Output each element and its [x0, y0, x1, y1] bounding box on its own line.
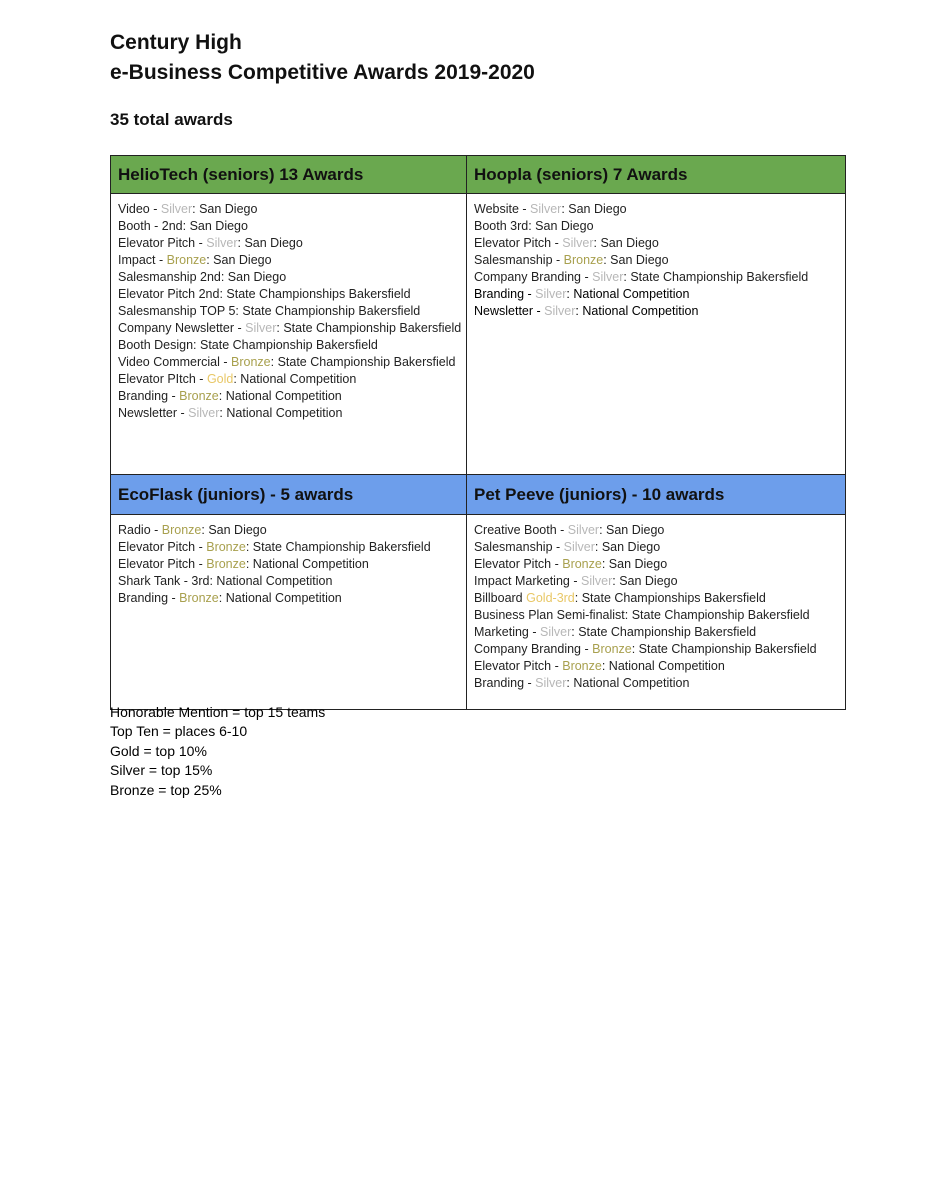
- award-item: [474, 624, 838, 641]
- seniors-header-row: [111, 156, 846, 194]
- medal-label: Bronze: [231, 355, 271, 369]
- award-item: [474, 201, 838, 218]
- medal-label: Bronze: [161, 523, 202, 537]
- team-header-ecoflask: EcoFlask (juniors) - 5 awards: [111, 475, 467, 515]
- award-name: Elevator Pitch -: [118, 557, 207, 571]
- medal-label: Silver: [206, 236, 238, 250]
- award-item: [118, 405, 459, 422]
- award-item: [118, 371, 459, 388]
- award-event: : National Competition: [601, 659, 725, 673]
- award-item: [474, 235, 838, 252]
- award-item: [118, 303, 459, 320]
- award-list-pet-peeve: [467, 515, 846, 710]
- award-name: Creative Booth -: [474, 523, 568, 537]
- award-item: [118, 573, 459, 590]
- award-item: [474, 641, 838, 658]
- award-item: [474, 590, 838, 607]
- medal-legend: [110, 703, 325, 800]
- award-name: Branding -: [118, 389, 180, 403]
- medal-label: Gold: [206, 372, 234, 386]
- award-item: [118, 201, 459, 218]
- medal-label: Bronze: [562, 659, 602, 673]
- award-item: [118, 590, 459, 607]
- award-name: Business Plan Semi-finalist: State Championship Bakersfield: [474, 608, 810, 622]
- medal-label: Silver: [535, 676, 567, 690]
- legend-item: Top Ten = places 6-10: [110, 723, 248, 740]
- award-item: [118, 269, 459, 286]
- award-item: [118, 286, 459, 303]
- award-event: : National Competition: [575, 304, 699, 318]
- seniors-awards-row: [111, 194, 846, 475]
- award-name: Company Newsletter -: [118, 321, 246, 335]
- award-name: Elevator Pitch -: [118, 236, 207, 250]
- award-name: Branding -: [118, 591, 180, 605]
- award-event: : State Championships Bakersfield: [574, 591, 766, 605]
- award-event: : National Competition: [218, 389, 342, 403]
- medal-label: Bronze: [166, 253, 207, 267]
- medal-label: Silver: [562, 236, 594, 250]
- award-item: [474, 252, 838, 269]
- award-name: Radio -: [118, 523, 162, 537]
- award-event: : San Diego: [594, 540, 661, 554]
- award-name: Newsletter -: [118, 406, 189, 420]
- award-item: [118, 252, 459, 269]
- medal-label: Gold-3rd: [526, 591, 575, 605]
- award-event: : San Diego: [192, 202, 258, 216]
- title-school: Century High: [110, 31, 242, 54]
- award-item: [474, 218, 838, 235]
- award-item: [474, 675, 838, 692]
- award-name: Elevator Pitch -: [474, 557, 563, 571]
- award-item: [474, 658, 838, 675]
- award-name: Impact Marketing -: [474, 574, 581, 588]
- award-item: [118, 235, 459, 252]
- award-event: : National Competition: [233, 372, 357, 386]
- juniors-header-row: [111, 475, 846, 515]
- award-event: : San Diego: [601, 557, 668, 571]
- award-event: : San Diego: [561, 202, 627, 216]
- medal-label: Silver: [540, 625, 572, 639]
- award-event: : National Competition: [566, 287, 690, 301]
- award-event: : State Championship Bakersfield: [270, 355, 456, 369]
- medal-label: Silver: [535, 287, 567, 301]
- medal-label: Bronze: [206, 557, 246, 571]
- medal-label: Bronze: [179, 591, 219, 605]
- award-item: [474, 573, 838, 590]
- medal-label: Silver: [188, 406, 220, 420]
- medal-label: Silver: [245, 321, 277, 335]
- medal-label: Bronze: [563, 253, 604, 267]
- award-item: [474, 286, 838, 303]
- award-event: : National Competition: [219, 406, 343, 420]
- award-name: Booth Design: State Championship Bakersfield: [118, 338, 378, 352]
- award-event: : State Championship Bakersfield: [623, 270, 809, 284]
- award-name: Company Branding -: [474, 270, 593, 284]
- award-event: : National Competition: [245, 557, 369, 571]
- team-header-hoopla: Hoopla (seniors) 7 Awards: [467, 156, 846, 194]
- award-list-ecoflask: [111, 515, 467, 710]
- awards-table: [110, 155, 846, 710]
- award-name: Branding -: [474, 676, 536, 690]
- legend-item: Silver = top 15%: [110, 762, 213, 779]
- medal-label: Silver: [567, 523, 600, 537]
- award-item: [474, 607, 838, 624]
- award-event: : San Diego: [603, 253, 669, 267]
- award-item: [118, 337, 459, 354]
- award-name: Website -: [474, 202, 531, 216]
- team-header-pet-peeve: Pet Peeve (juniors) - 10 awards: [467, 475, 846, 515]
- award-name: Elevator Pitch -: [474, 659, 563, 673]
- medal-label: Silver: [580, 574, 613, 588]
- award-list-hoopla: [467, 194, 846, 475]
- award-name: Elevator PItch -: [118, 372, 207, 386]
- award-name: Salesmanship -: [474, 540, 564, 554]
- award-name: Elevator Pitch -: [474, 236, 563, 250]
- award-event: : National Competition: [218, 591, 342, 605]
- award-event: : State Championship Bakersfield: [631, 642, 817, 656]
- award-event: : San Diego: [201, 523, 267, 537]
- award-name: Video -: [118, 202, 161, 216]
- medal-label: Silver: [544, 304, 576, 318]
- award-name: Video Commercial -: [118, 355, 232, 369]
- medal-label: Bronze: [206, 540, 246, 554]
- award-event: : San Diego: [237, 236, 303, 250]
- award-item: [118, 556, 459, 573]
- award-name: Marketing -: [474, 625, 540, 639]
- award-item: [118, 354, 459, 371]
- award-list-heliotech: [111, 194, 467, 475]
- award-event: : State Championship Bakersfield: [571, 625, 757, 639]
- legend-item: Gold = top 10%: [110, 742, 207, 759]
- medal-label: Silver: [160, 202, 193, 216]
- award-name: Branding -: [474, 287, 536, 301]
- award-item: [474, 303, 838, 320]
- award-event: : San Diego: [593, 236, 659, 250]
- award-item: [118, 218, 459, 235]
- medal-label: Silver: [592, 270, 624, 284]
- medal-label: Bronze: [179, 389, 219, 403]
- document-title: [110, 28, 535, 88]
- award-item: [474, 539, 838, 556]
- medal-label: Bronze: [562, 557, 602, 571]
- award-name: Shark Tank - 3rd: National Competition: [118, 574, 333, 588]
- award-item: [118, 320, 462, 337]
- award-event: : State Championship Bakersfield: [276, 321, 462, 335]
- award-item: [118, 522, 459, 539]
- medal-label: Silver: [563, 540, 595, 554]
- award-item: [474, 522, 838, 539]
- award-name: Salesmanship TOP 5: State Championship Bakersfield: [118, 304, 421, 318]
- award-item: [474, 269, 838, 286]
- award-name: Company Branding -: [474, 642, 593, 656]
- juniors-awards-row: [111, 515, 846, 710]
- legend-item: Honorable Mention = top 15 teams: [110, 704, 326, 720]
- award-item: [118, 539, 459, 556]
- award-event: : San Diego: [599, 523, 665, 537]
- legend-item: Bronze = top 25%: [110, 781, 222, 798]
- team-header-heliotech: HelioTech (seniors) 13 Awards: [111, 156, 467, 194]
- award-event: : State Championship Bakersfield: [245, 540, 431, 554]
- award-name: Elevator Pitch -: [118, 540, 207, 554]
- award-name: Billboard: [474, 591, 527, 605]
- award-event: : National Competition: [566, 676, 690, 690]
- award-item: [474, 556, 838, 573]
- award-name: Booth - 2nd: San Diego: [118, 219, 248, 233]
- award-name: Salesmanship -: [474, 253, 564, 267]
- award-name: Impact -: [118, 253, 167, 267]
- award-name: Newsletter -: [474, 304, 545, 318]
- award-item: [118, 388, 459, 405]
- award-event: : San Diego: [612, 574, 678, 588]
- medal-label: Bronze: [592, 642, 632, 656]
- medal-label: Silver: [530, 202, 562, 216]
- award-name: Elevator Pitch 2nd: State Championships Bakersfield: [118, 287, 411, 301]
- total-awards: 35 total awards: [110, 110, 233, 129]
- title-subject: e-Business Competitive Awards 2019-2020: [110, 61, 535, 84]
- award-name: Salesmanship 2nd: San Diego: [118, 270, 287, 284]
- award-name: Booth 3rd: San Diego: [474, 219, 594, 233]
- award-event: : San Diego: [206, 253, 272, 267]
